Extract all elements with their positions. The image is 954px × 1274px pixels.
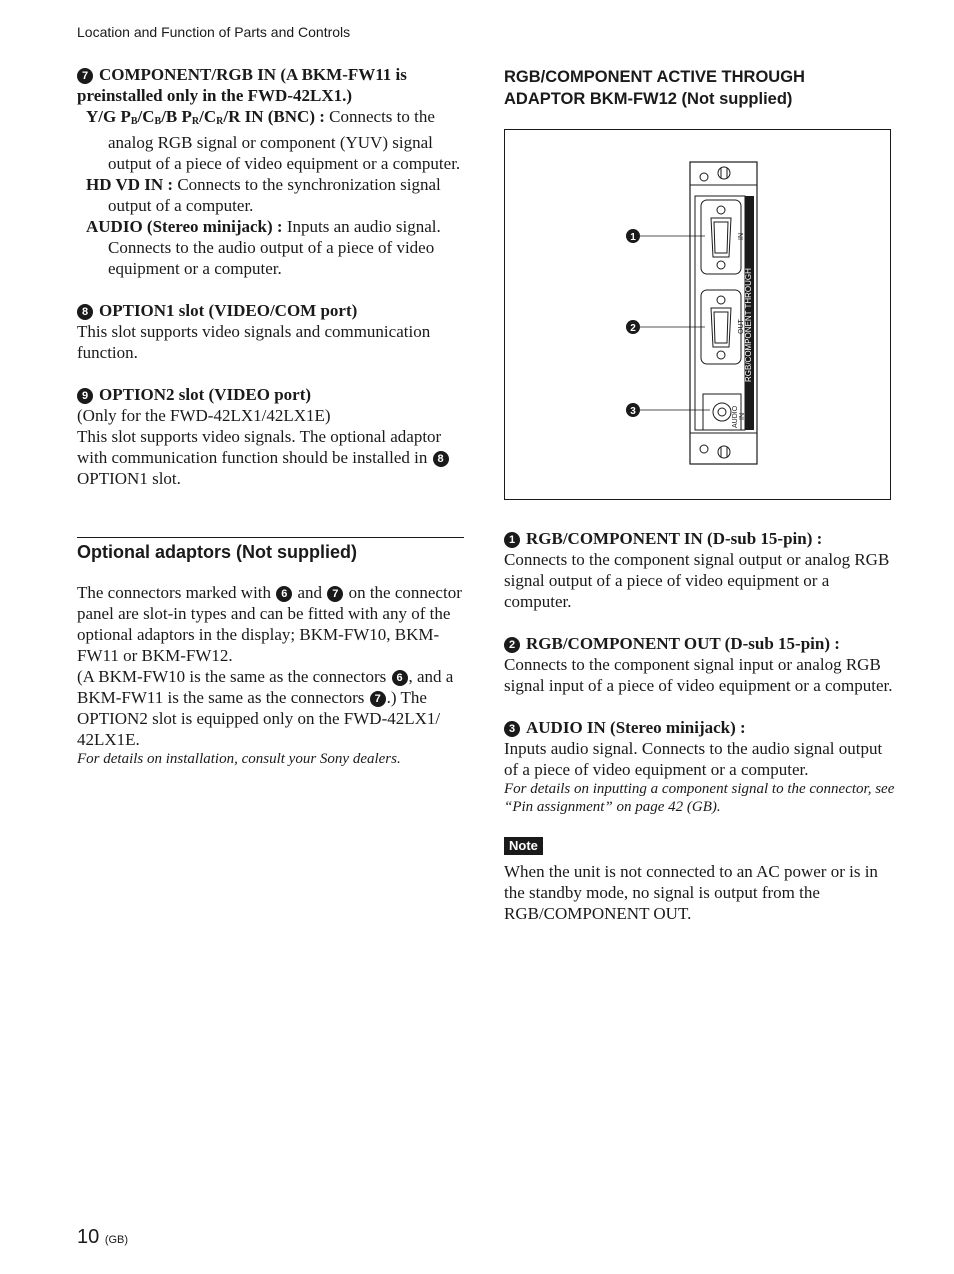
note-text: When the unit is not connected to an AC power or is in the standby mode, no signal is output from the RGB/COMPONENT OUT.: [504, 862, 878, 923]
page-number: [77, 1226, 128, 1249]
item9-line1: (Only for the FWD-42LX1/42LX1E): [77, 406, 331, 425]
note-label: Note: [504, 837, 543, 855]
item8-title-text: OPTION1 slot (VIDEO/COM port): [99, 301, 358, 320]
audio-label: AUDIO (Stereo minijack) :: [86, 217, 283, 236]
hdvd-text: Connects to the synchronization signal output of a computer.: [108, 175, 441, 215]
dsub-out-connector: [701, 290, 741, 364]
in-label: IN: [738, 233, 745, 240]
badge-9: 9: [77, 388, 93, 404]
audio-text: Inputs an audio signal. Connects to the audio output of a piece of video equipment or a computer.: [108, 217, 441, 278]
item7-title-text: COMPONENT/RGB IN (A BKM-FW11 is preinstalled only in the FWD-42LX1.): [77, 65, 407, 105]
item3-italic: For details on inputting a component signal to the connector, see “Pin assignment” on page 42 (GB).: [504, 781, 895, 815]
adaptor-figure: [504, 129, 891, 500]
item9-title-text: OPTION2 slot (VIDEO port): [99, 385, 312, 404]
item2-title: [504, 633, 896, 654]
right-column: [504, 528, 896, 924]
badge-6: 6: [276, 586, 292, 602]
ygpbpr-text: Connects to the analog RGB signal or component (YUV) signal output of a piece of video equipment or a computer.: [108, 107, 461, 173]
optional-body: [77, 582, 467, 768]
ygpbpr-label: Y/G $P_B/C_B/B$ $P_R/C_R/R$ IN (BNC) :: [86, 107, 325, 127]
page-number-suffix: (GB): [104, 1234, 129, 1246]
out-label: OUT: [738, 319, 745, 334]
callout-2-text: 2: [630, 323, 636, 334]
badge-3: 3: [504, 721, 520, 737]
item1-title-text: RGB/COMPONENT IN (D-sub 15-pin) :: [526, 529, 823, 548]
optional-p2: (A BKM-FW10 is the same as the connectors 6 , and a BKM-FW11 is the same as the connectors 7 .) The OPTION2 slot is equipped only on the FWD-42LX1/ 42LX1E.: [77, 667, 454, 749]
adaptor-illustration: [505, 130, 890, 499]
item9-text: This slot supports video signals. The optional adaptor with communication function should be installed in 8 OPTION1 slot.: [77, 426, 467, 489]
dsub-in-connector: [701, 200, 741, 274]
badge-7-ref2: 7: [370, 691, 386, 707]
callout-3-text: 3: [630, 406, 636, 417]
item3-title: [504, 717, 896, 738]
item3-title-text: AUDIO IN (Stereo minijack) :: [526, 718, 746, 737]
item3-text: Inputs audio signal. Connects to the audio signal output of a piece of video equipment or a computer.: [504, 739, 883, 779]
hdvd-label: HD VD IN :: [86, 175, 174, 194]
hdvd-desc: [77, 174, 467, 216]
badge-7: 7: [77, 68, 93, 84]
ygpbpr-desc: [77, 106, 467, 174]
audio-in-label: IN: [739, 413, 746, 420]
left-column: [77, 64, 467, 489]
item8-text: This slot supports video signals and communication function.: [77, 322, 431, 362]
page-number-value: 10: [77, 1226, 100, 1248]
panel-label: RGB/COMPONENT THROUGH: [744, 268, 753, 382]
audio-desc: [77, 216, 467, 279]
badge-8: 8: [77, 304, 93, 320]
item8-title: [77, 300, 467, 321]
optional-heading: Optional adaptors (Not supplied): [77, 537, 464, 563]
item2-text: Connects to the component signal input or analog RGB signal input of a piece of video equipment or a computer.: [504, 655, 893, 695]
item2-title-text: RGB/COMPONENT OUT (D-sub 15-pin) :: [526, 634, 840, 653]
badge-1: 1: [504, 532, 520, 548]
running-head: Location and Function of Parts and Controls: [77, 24, 351, 40]
badge-6-ref: 6: [392, 670, 408, 686]
badge-7-ref: 7: [327, 586, 343, 602]
adaptor-heading: RGB/COMPONENT ACTIVE THROUGH ADAPTOR BKM-FW12 (Not supplied): [504, 68, 805, 108]
item7-title: [77, 64, 467, 106]
callout-1-text: 1: [630, 232, 636, 243]
badge-2: 2: [504, 637, 520, 653]
optional-p1: The connectors marked with 6 and 7 on the connector panel are slot-in types and can be fitted with any of the optional adaptors in the display; BKM-FW10, BKM-FW11 or BKM-FW12.: [77, 583, 462, 665]
item1-text: Connects to the component signal output or analog RGB signal output of a piece of video equipment or a computer.: [504, 550, 890, 611]
audio-label: AUDIO: [732, 405, 739, 428]
item9-title: [77, 384, 467, 405]
item1-title: [504, 528, 896, 549]
badge-8-ref: 8: [433, 451, 449, 467]
optional-italic-note: For details on installation, consult your Sony dealers.: [77, 751, 401, 767]
